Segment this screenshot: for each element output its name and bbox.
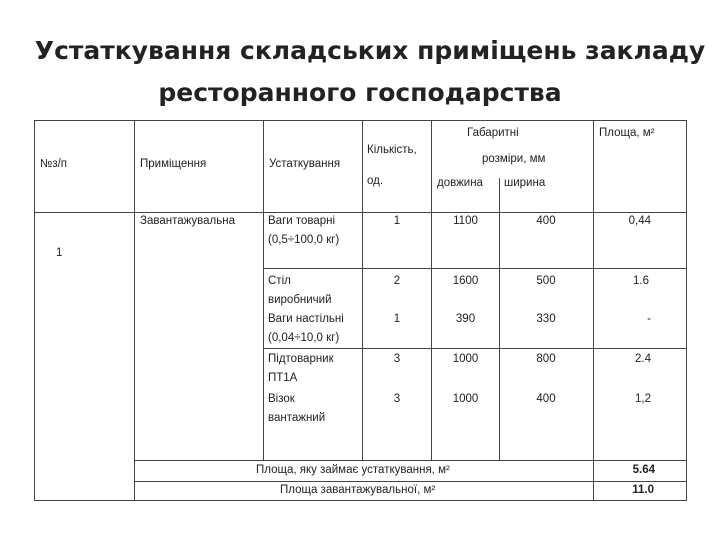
row-equipment-line1: Стіл (268, 275, 291, 287)
row-equipment-line2: (0,5÷100,0 кг) (268, 234, 340, 246)
table-left-border (34, 120, 35, 501)
row-num: 1 (56, 247, 63, 259)
table-bottom-border (34, 500, 687, 501)
header-equipment: Устаткування (269, 158, 341, 170)
room-area-value: 11.0 (632, 484, 654, 496)
table-top-border (34, 120, 687, 121)
row-width: 800 (536, 353, 556, 365)
page-title (0, 30, 720, 114)
table-right-border (686, 120, 687, 501)
row-qty: 1 (393, 215, 401, 227)
row-length: 1600 (452, 275, 479, 287)
row-qty: 1 (393, 313, 401, 325)
title-line-2: ресторанного господарства (158, 78, 562, 107)
header-area: Площа, м² (599, 127, 655, 139)
row-divider (263, 268, 687, 269)
room-area-label: Площа завантажувальної, м² (280, 484, 436, 496)
header-room: Приміщення (140, 158, 207, 170)
row-equipment-line1: Ваги товарні (268, 215, 336, 227)
row-width: 500 (536, 275, 556, 287)
row-qty: 3 (393, 393, 401, 405)
row-equipment-line2: вантажний (268, 412, 326, 424)
row-equipment-line2: виробничий (268, 294, 332, 306)
row-equipment-line2: (0,04÷10,0 кг) (268, 332, 340, 344)
column-divider (134, 120, 135, 501)
row-equipment-line1: Ваги настільні (268, 313, 344, 325)
row-width: 400 (536, 393, 556, 405)
row-qty: 3 (393, 353, 401, 365)
row-equipment-line2: ПТ1А (268, 372, 298, 384)
column-divider (263, 120, 264, 461)
header-num: №з/п (40, 158, 68, 170)
row-width: 330 (536, 313, 556, 325)
title-line-1: Устаткування складських приміщень закладу (34, 36, 706, 65)
header-qty-line2: од. (367, 175, 384, 187)
header-dims-line1: Габаритні (467, 127, 519, 139)
header-dims-line2: розміри, мм (482, 153, 546, 165)
row-area: 1,2 (635, 393, 651, 405)
row-divider (263, 348, 687, 349)
row-area: - (647, 313, 651, 325)
row-equipment-line1: Підтоварник (268, 353, 334, 365)
row-length: 390 (455, 313, 476, 325)
header-width: ширина (504, 177, 546, 189)
row-qty: 2 (393, 275, 401, 287)
header-length: довжина (437, 177, 483, 189)
row-area: 2.4 (635, 353, 651, 365)
row-length: 1100 (453, 215, 478, 227)
row-area: 1.6 (633, 275, 649, 287)
row-length: 1000 (452, 353, 479, 365)
equipment-area-label: Площа, яку займає устаткування, м² (256, 464, 450, 476)
row-room: Завантажувальна (140, 215, 235, 227)
row-equipment-line1: Візок (268, 393, 295, 405)
equipment-area-value: 5.64 (632, 464, 655, 476)
header-qty-line1: Кількість, (367, 144, 417, 156)
row-length: 1000 (452, 393, 479, 405)
row-area: 0,44 (628, 215, 651, 227)
row-width: 400 (536, 215, 556, 227)
